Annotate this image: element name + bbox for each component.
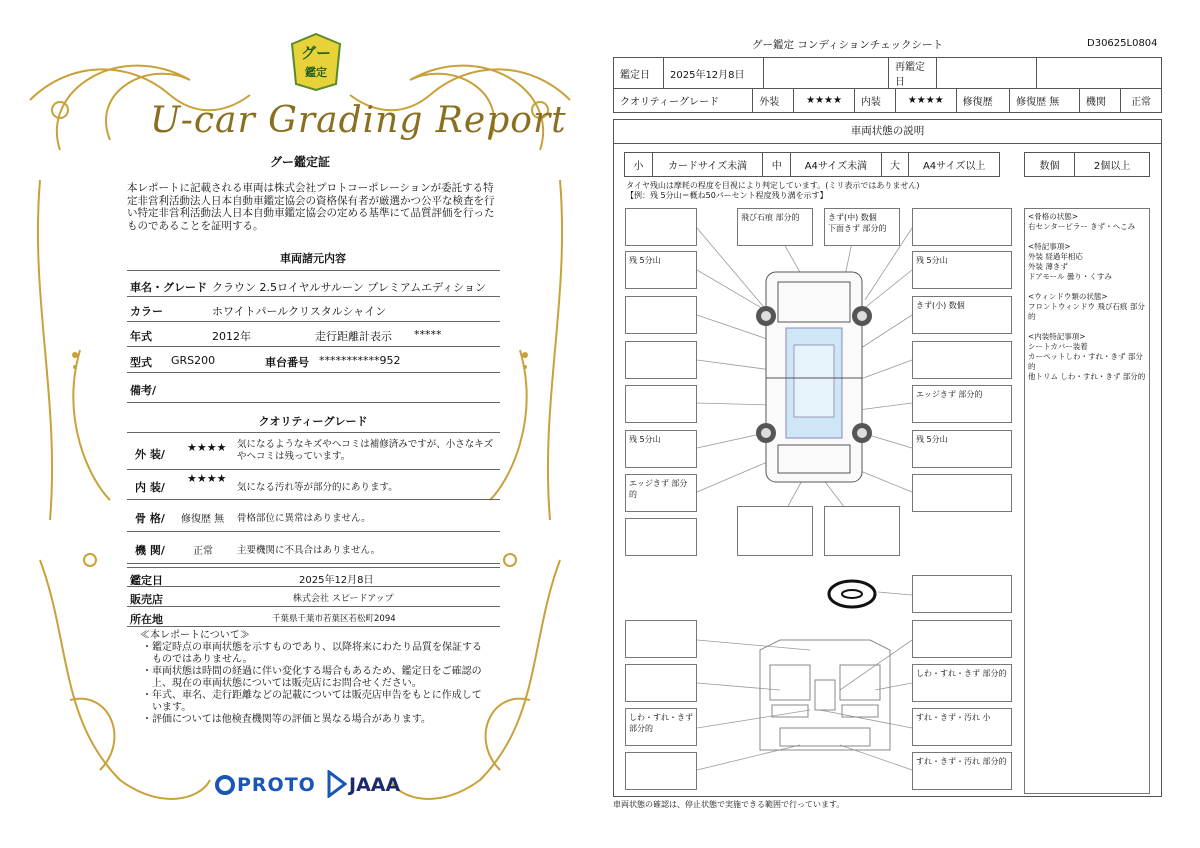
report-notes (140, 630, 490, 726)
spec-row-name (127, 270, 500, 297)
model-label: 型式 (130, 356, 152, 369)
year-value: 2012年 (212, 330, 251, 343)
info-row-date (127, 567, 500, 587)
badge-logo: グー (300, 44, 331, 62)
frame-value: 修復歴 無 (181, 514, 225, 525)
damage-box (625, 518, 697, 556)
info-row-address (127, 607, 500, 627)
repair-value: 修復歴 無 (1010, 89, 1080, 113)
legend-large: 大 (881, 153, 909, 177)
interior-item: カーペットしわ・すれ・きず 部分的 (1028, 352, 1143, 371)
engine-value: 正常 (193, 546, 213, 557)
grade-row-interior (127, 470, 500, 500)
damage-box (625, 341, 697, 379)
condition-heading: 車両状態の説明 (613, 119, 1162, 144)
damage-box-edge-r: エッジきず 部分的 (912, 385, 1012, 423)
damage-box-scratch-small: きず(小) 数個 (912, 296, 1012, 334)
damage-box (912, 575, 1012, 613)
address-value: 千葉県千葉市若葉区若松町2094 (272, 614, 396, 624)
spec-row-model (127, 347, 500, 373)
interior-heading: <内装特記事項> (1028, 332, 1086, 341)
certificate-heading: グー鑑定証 (269, 155, 330, 169)
chassis-value: ***********952 (319, 354, 401, 367)
damage-box-tire-lf: 残 5分山 (625, 251, 697, 289)
damage-box (625, 208, 697, 246)
legend-mid-desc: A4サイズ未満 (791, 153, 882, 177)
damage-box (824, 506, 900, 556)
damage-box (912, 474, 1012, 512)
grade-row-exterior (127, 432, 500, 470)
exterior-stars: ★★★★ (187, 441, 227, 454)
chassis-label: 車台番号 (265, 356, 309, 369)
interior-label: 内 装/ (135, 481, 165, 494)
damage-box-chip: 飛び石痕 部分的 (737, 208, 813, 246)
damage-box (625, 385, 697, 423)
spec-row-remarks (127, 373, 500, 403)
ext-stars: ★★★★ (794, 89, 855, 113)
engine-label: 機 関/ (135, 544, 165, 557)
year-label: 年式 (130, 330, 152, 343)
window-value: フロントウィンドウ 飛び石痕 部分的 (1028, 302, 1145, 321)
address-label: 所在地 (130, 613, 163, 626)
damage-box (912, 208, 1012, 246)
note-item: ・鑑定時点の車両状態を示すものであり、以降将来にわたり品質を保証するものではありません。 (142, 642, 482, 665)
spec-row-year (127, 322, 500, 347)
engine-value: 正常 (1120, 89, 1161, 113)
damage-box-tire-rr: 残 5分山 (912, 430, 1012, 468)
damage-box (625, 296, 697, 334)
damage-box (625, 752, 697, 790)
legend-small-desc: カードサイズ未満 (652, 153, 763, 177)
interior-text: 気になる汚れ等が部分的にあります。 (237, 482, 398, 493)
grade-heading: クオリティーグレード (258, 415, 368, 428)
grade-row-frame (127, 500, 500, 532)
grade-row-engine (127, 532, 500, 564)
special-item: 外装 薄きず (1028, 262, 1068, 271)
dent-mid-text: きず(中) 数個 (828, 213, 877, 222)
frame-label: 骨 格/ (135, 512, 165, 525)
engine-text: 主要機関に不具合はありません。 (237, 545, 381, 556)
jaaa-logo: JAAA (327, 770, 407, 800)
certificate-text: 本レポートに記載される車両は株式会社プロトコーポレーションが委託する特定非営利活動法人日本自動車鑑定協会の資格保有者が厳選かつ公平な検査を行い特定非営利活動法人日本自動車鑑定協会の定める基準にて品質評価を行ったものであることを証明する。 (127, 182, 495, 232)
under-scratch-text: 下面きず 部分的 (828, 224, 887, 233)
damage-box-int-r2: すれ・きず・汚れ 小 (912, 708, 1012, 746)
spec-heading: 車両諸元内容 (280, 252, 346, 265)
damage-box-tire-rf: 残 5分山 (912, 251, 1012, 289)
sheet-footer: 車両状態の確認は、停止状態で実施できる範囲で行っています。 (613, 800, 845, 809)
special-item: 外装 経過年相応 (1028, 252, 1083, 261)
document-id: D30625L0804 (1087, 38, 1158, 49)
date-label: 鑑定日 (130, 574, 163, 587)
legend-count: 数個 (1025, 153, 1075, 177)
proto-logo: PROTO (215, 772, 315, 798)
sheet-title: グー鑑定 コンディションチェックシート (752, 39, 943, 51)
report-title: U-car Grading Report (150, 100, 567, 141)
dealer-value: 株式会社 スピードアップ (293, 594, 394, 604)
interior-item: 他トリム しわ・すれ・きず 部分的 (1028, 372, 1146, 381)
repair-label: 修復歴 (956, 89, 1009, 113)
notes-heading: ≪本レポートについて≫ (140, 630, 250, 641)
color-label: カラー (130, 305, 163, 318)
engine-label: 機関 (1079, 89, 1120, 113)
damage-box-edge-l: エッジきず 部分的 (625, 474, 697, 512)
damage-box (912, 341, 1012, 379)
date-label: 鑑定日 (614, 58, 664, 89)
legend-large-desc: A4サイズ以上 (909, 153, 1000, 177)
model-value: GRS200 (171, 354, 216, 367)
interior-stars: ★★★★ (187, 472, 227, 485)
steering-wheel-icon (829, 581, 875, 607)
goo-appraisal-badge (288, 32, 344, 92)
exterior-label: 外 装/ (135, 448, 165, 461)
damage-box-tire-lr: 残 5分山 (625, 430, 697, 468)
name-label: 車名・グレード (130, 281, 207, 294)
damage-box (737, 506, 813, 556)
color-value: ホワイトパールクリスタルシャイン (212, 305, 387, 318)
note-item: ・年式、車名、走行距離などの記載については販売店申告をもとに作成しています。 (142, 690, 482, 713)
condition-summary (1024, 208, 1150, 794)
ext-label: 外装 (753, 89, 794, 113)
info-row-dealer (127, 587, 500, 607)
badge-label: 鑑定 (305, 66, 327, 79)
damage-box-int-r1: しわ・すれ・きず 部分的 (912, 664, 1012, 702)
name-value: クラウン 2.5ロイヤルサルーン プレミアムエディション (212, 281, 486, 294)
damage-box-int-r3: すれ・きず・汚れ 部分的 (912, 752, 1012, 790)
mileage-label: 走行距離計表示 (315, 330, 392, 343)
remarks-label: 備考/ (130, 384, 157, 397)
damage-box (625, 620, 697, 658)
damage-box (625, 664, 697, 702)
exterior-text: 気になるようなキズやヘコミは補修済みですが、小さなキズやヘコミは残っています。 (237, 439, 494, 462)
interior-item: シートカバー装着 (1028, 342, 1088, 351)
legend-mid: 中 (763, 153, 791, 177)
tire-note-2: 【例：残 5分山＝概ね50パーセント程度残り溝を示す】 (626, 191, 828, 200)
tire-note-1: タイヤ残山は摩耗の程度を目視により判定しています。(ミリ表示ではありません) (626, 181, 920, 190)
note-item: ・車両状態は時間の経過に伴い変化する場合もあるため、鑑定日をご確認の上、現在の車両状態については販売店にお問合せください。 (142, 666, 482, 689)
special-heading: <特記事項> (1028, 242, 1071, 251)
dealer-label: 販売店 (130, 593, 163, 606)
date-value: 2025年12月8日 (299, 575, 374, 586)
note-item: ・評価については他検査機関等の評価と異なる場合があります。 (142, 714, 431, 725)
legend-count-desc: 2個以上 (1075, 153, 1150, 177)
special-item: ドアモール 曇り・くすみ (1028, 272, 1112, 281)
damage-box-dent-mid (824, 208, 900, 246)
qg-label: クオリティーグレード (614, 89, 753, 113)
window-heading: <ウィンドウ類の状態> (1028, 292, 1108, 301)
legend-small: 小 (625, 153, 653, 177)
int-stars: ★★★★ (895, 89, 956, 113)
frame-text: 骨格部位に異常はありません。 (237, 513, 371, 524)
mileage-value: ***** (414, 328, 442, 341)
frame-value: 右センターピラー きず・へこみ (1028, 222, 1136, 231)
date-value: 2025年12月8日 (664, 58, 764, 89)
spec-row-color (127, 297, 500, 322)
frame-heading: <骨格の状態> (1028, 212, 1079, 221)
redate-label: 再鑑定日 (889, 58, 937, 89)
condition-check-sheet (600, 0, 1200, 848)
damage-box (912, 620, 1012, 658)
damage-box-int-l: しわ・すれ・きず 部分的 (625, 708, 697, 746)
int-label: 内装 (854, 89, 895, 113)
